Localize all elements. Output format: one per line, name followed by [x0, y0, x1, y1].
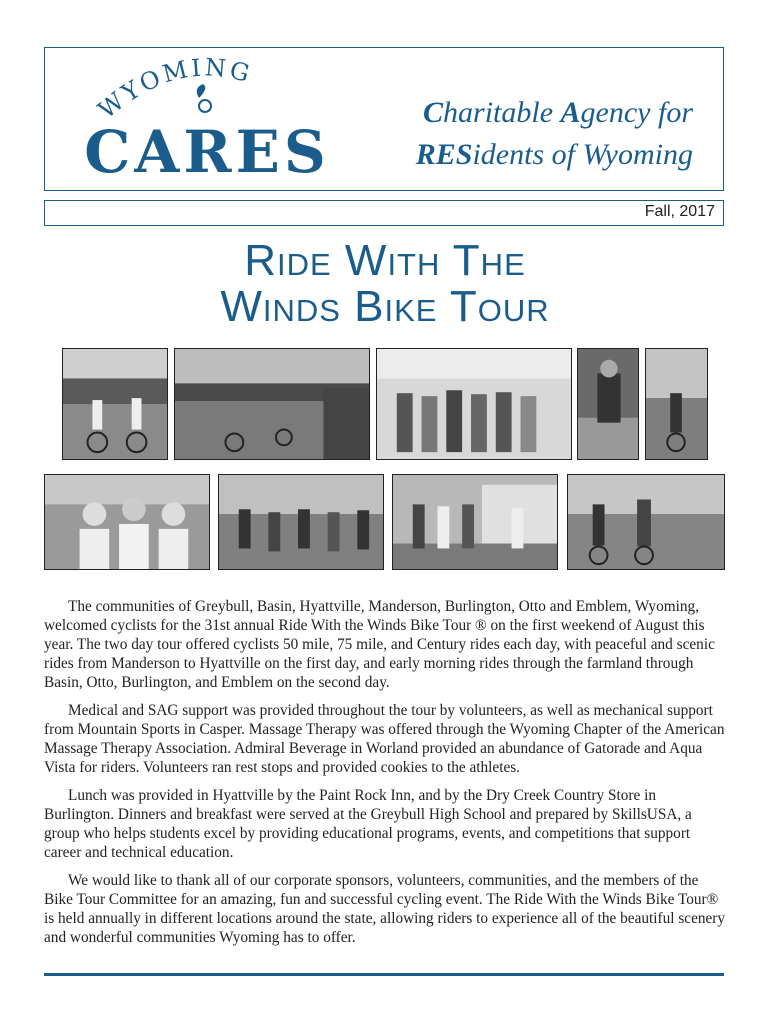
photo-volunteers-group — [376, 348, 572, 460]
photo-costumed-rider — [577, 348, 639, 460]
article-paragraph: Medical and SAG support was provided throughout the tour by volunteers, as well as mechanical support from Mountain Sports in Casper. Massage Therapy was offered through the Wyoming Chapter of the American Massage Therapy Association. Admiral Beverage in Worland provided an abundance of Gatorade and Aqua Vista for riders. Volunteers ran rest stops and provided cookies to the athletes. — [44, 702, 725, 776]
photo-riders-road-1 — [62, 348, 168, 460]
article-paragraph: We would like to thank all of our corporate sponsors, volunteers, communities, and the members of the Bike Tour Committee for an amazing, fun and successful cycling event. The Ride With the Winds Bike Tour® is held annually in different locations around the state, allowing riders to experience all of the beautiful scenery and wonderful communities Wyoming has to offer. — [44, 872, 726, 946]
logo-bottom-text: CARES — [84, 118, 330, 186]
headline-line-1: Ride With The — [244, 236, 526, 285]
logo-top-text: WYOMING — [92, 53, 256, 125]
tagline: Charitable Agency for RESidents of Wyoming — [415, 96, 693, 171]
photo-rider-road-3 — [645, 348, 708, 460]
photo-riders-building — [392, 474, 558, 570]
wyoming-cares-logo — [67, 48, 337, 192]
footer-rule — [44, 973, 724, 976]
article-paragraph: The communities of Greybull, Basin, Hyattville, Manderson, Burlington, Otto and Emblem, Wyoming, welcomed cyclists for the 31st annual Ride With the Winds Bike Tour ® on the first weekend of August this year. The two day tour offered cyclists 50 mile, 75 mile, and Century rides each day, with peaceful and scenic rides from Manderson to Hyattville on the first day, and early morning rides through the farmland through Basin, Otto, Burlington, and Emblem on the second day. — [44, 598, 715, 691]
headline — [0, 238, 770, 330]
photo-three-cyclists — [44, 474, 210, 570]
photo-riders-road-2 — [174, 348, 370, 460]
svg-text:WYOMING — [93, 53, 255, 124]
issue-date-bar — [44, 200, 724, 226]
article-paragraph: Lunch was provided in Hyattville by the Paint Rock Inn, and by the Dry Creek Country Store in Burlington. Dinners and breakfast were served at the Greybull High School and prepared by SkillsUSA, a group who helps students excel by providing educational programs, events, and competitions that support career and technical education. — [44, 787, 692, 861]
masthead — [44, 47, 724, 191]
photo-riders-start — [218, 474, 384, 570]
headline-line-2: Winds Bike Tour — [220, 282, 550, 331]
issue-date: Fall, 2017 — [644, 203, 715, 220]
article-body — [44, 597, 728, 956]
photo-riders-road-4 — [567, 474, 725, 570]
